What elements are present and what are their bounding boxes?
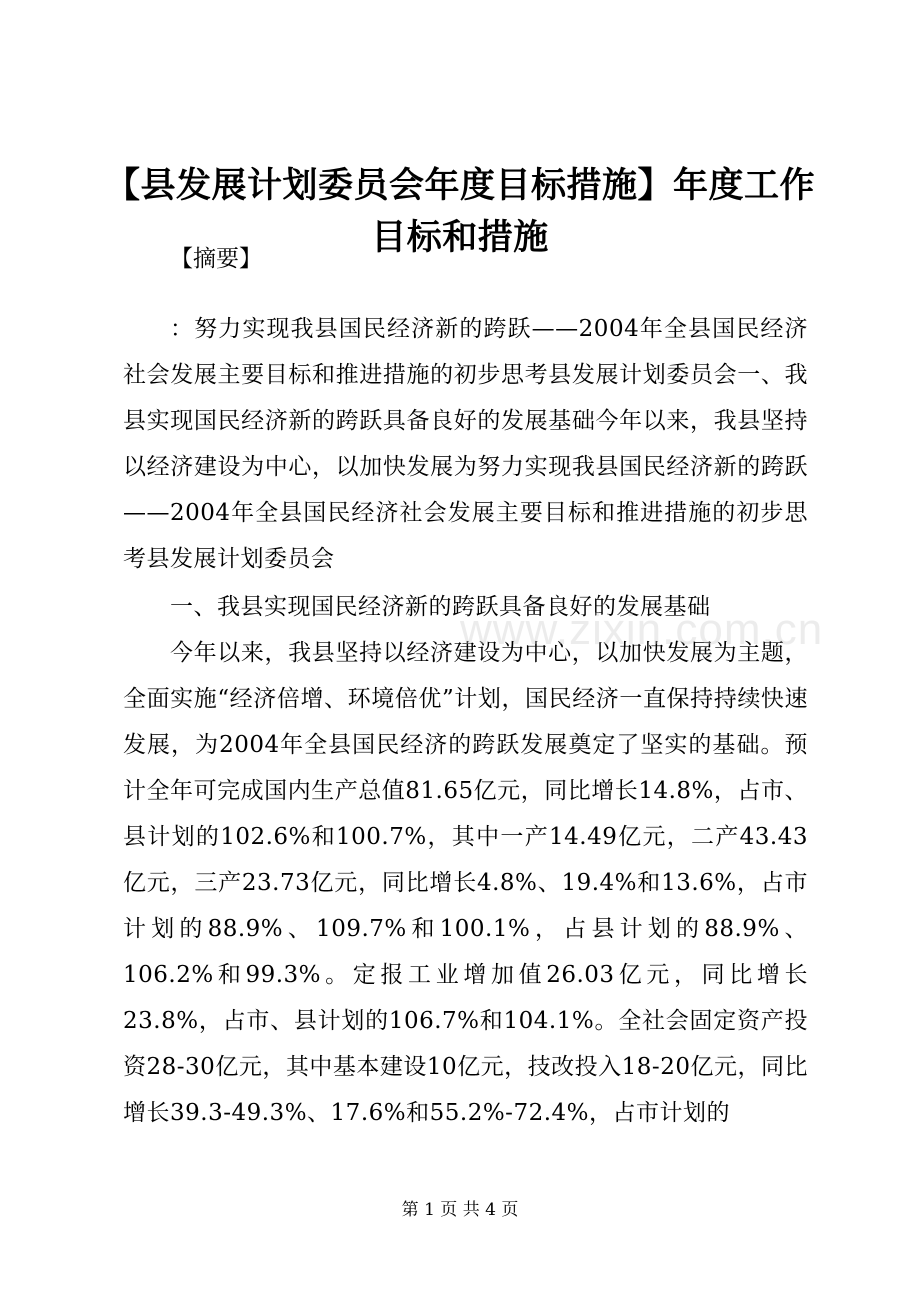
paragraph-body: 今年以来，我县坚持以经济建设为中心，以加快发展为主题，全面实施“经济倍增、环境倍优”计划，国民经济一直保持持续快速发展，为2004年全县国民经济的跨跃发展奠定了坚实的基础。预计全年可完成国内生产总值81.65亿元，同比增长14.8%，占市、县计划的102.6%和100.7%，其中一产14.49亿元，二产43.43亿元，三产23.73亿元，同比增长4.8%、19.4%和13.6%，占市计划的88.9%、109.7%和100.1%，占县计划的88.9%、106.2%和99.3%。定报工业增加值26.03亿元，同比增长23.8%，占市、县计划的106.7%和104.1%。全社会固定资产投资28-30亿元，其中基本建设10亿元，技改投入18-20亿元，同比增长39.3-49.3%、17.6%和55.2%-72.4%，占市计划的 [123,640,808,1126]
summary-label: 【摘要】 [170,246,262,272]
document-title: 【县发展计划委员会年度目标措施】年度工作目标和措施 [104,165,815,258]
paragraph-abstract: ：努力实现我县国民经济新的跨跃——2004年全县国民经济社会发展主要目标和推进措施的初步思考县发展计划委员会一、我县实现国民经济新的跨跃具备良好的发展基础今年以来，我县坚持以经济建设为中心，以加快发展为努力实现我县国民经济新的跨跃——2004年全县国民经济社会发展主要目标和推进措施的初步思考县发展计划委员会 [123,316,808,572]
page-footer: 第 1 页 共 4 页 [401,1200,519,1220]
watermark: www.zixin.com.cn [460,605,824,654]
paragraph-section-heading: 一、我县实现国民经济新的跨跃具备良好的发展基础 [170,594,711,620]
